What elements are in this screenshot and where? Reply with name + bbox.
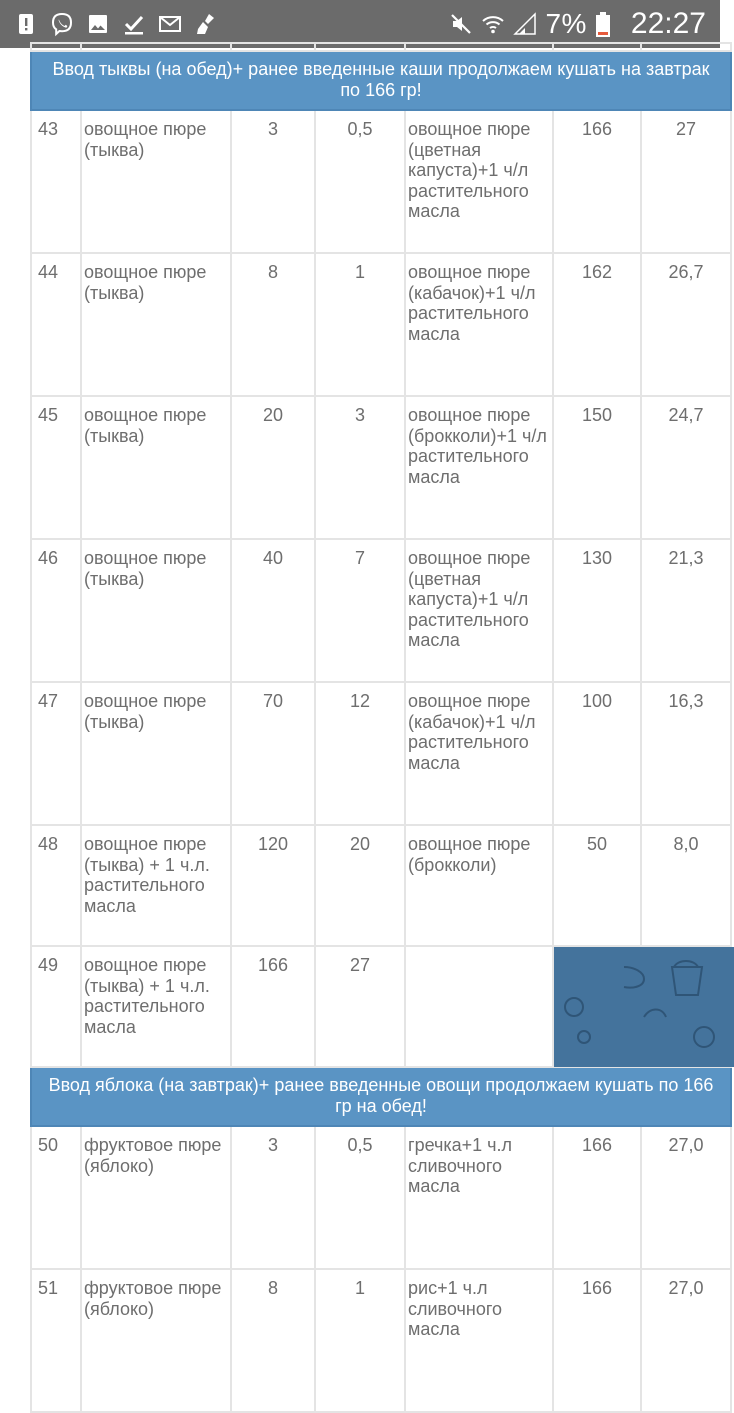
mail-icon — [158, 12, 182, 36]
grams-cell: 1 — [315, 1269, 405, 1412]
grams-cell: 1 — [315, 253, 405, 396]
clock: 22:27 — [630, 7, 706, 40]
system-icons — [449, 0, 706, 48]
food-cell: овощное пюре (тыква) + 1 ч.л. растительного масла — [81, 825, 231, 946]
food-cell: овощное пюре (тыква) + 1 ч.л. растительного масла — [81, 946, 231, 1067]
signal-icon — [513, 12, 537, 36]
pattern-image — [554, 947, 734, 1067]
table-row — [31, 396, 731, 539]
food-cell: овощное пюре (тыква) — [81, 110, 231, 253]
cleaner-icon — [194, 12, 218, 36]
other-food-cell: овощное пюре (кабачок)+1 ч/л растительного масла — [405, 682, 553, 825]
other-food-cell: овощное пюре (цветная капуста)+1 ч/л растительного масла — [405, 110, 553, 253]
other-food-cell: овощное пюре (брокколи) — [405, 825, 553, 946]
other-food-cell: овощное пюре (брокколи)+1 ч/л растительного масла — [405, 396, 553, 539]
table-row — [31, 253, 731, 396]
feeding-table — [30, 42, 732, 1413]
section-header-row — [31, 51, 731, 110]
grams-cell: 0,5 — [315, 1126, 405, 1269]
table-row — [31, 43, 731, 51]
grams-cell: 16,3 — [641, 682, 731, 825]
decorative-background-image — [553, 946, 731, 1067]
check-icon — [122, 12, 146, 36]
grams-cell: 150 — [553, 396, 641, 539]
section-header: Ввод тыквы (на обед)+ ранее введенные каши продолжаем кушать на завтрак по 166 гр! — [31, 51, 731, 110]
notification-icons — [14, 0, 218, 48]
grams-cell: 8 — [231, 253, 315, 396]
grams-cell: 166 — [553, 110, 641, 253]
table-row — [31, 539, 731, 682]
table-row — [31, 825, 731, 946]
section-header-row — [31, 1067, 731, 1126]
grams-cell: 166 — [553, 1126, 641, 1269]
other-food-cell: овощное пюре (кабачок)+1 ч/л растительного масла — [405, 253, 553, 396]
grams-cell: 130 — [553, 539, 641, 682]
grams-cell: 26,7 — [641, 253, 731, 396]
grams-cell: 20 — [315, 825, 405, 946]
food-cell: овощное пюре (тыква) — [81, 539, 231, 682]
food-cell: овощное пюре (тыква) — [81, 396, 231, 539]
table-row — [31, 946, 731, 1067]
grams-cell: 27,0 — [641, 1269, 731, 1412]
grams-cell: 27,0 — [641, 1126, 731, 1269]
battery-percent: 7% — [545, 8, 587, 39]
image-icon — [86, 12, 110, 36]
other-food-cell: рис+1 ч.л сливочного масла — [405, 1269, 553, 1412]
grams-cell: 27 — [641, 110, 731, 253]
mute-icon — [449, 12, 473, 36]
table-row — [31, 682, 731, 825]
grams-cell: 8 — [231, 1269, 315, 1412]
grams-cell: 7 — [315, 539, 405, 682]
grams-cell: 20 — [231, 396, 315, 539]
other-food-cell: овощное пюре (цветная капуста)+1 ч/л растительного масла — [405, 539, 553, 682]
section-header: Ввод яблока (на завтрак)+ ранее введенные овощи продолжаем кушать по 166 гр на обед! — [31, 1067, 731, 1126]
other-food-cell: гречка+1 ч.л сливочного масла — [405, 1126, 553, 1269]
day-cell: 45 — [31, 396, 81, 539]
day-cell: 44 — [31, 253, 81, 396]
table-row — [31, 1269, 731, 1412]
day-cell: 50 — [31, 1126, 81, 1269]
wifi-icon — [481, 12, 505, 36]
grams-cell: 21,3 — [641, 539, 731, 682]
table-row — [31, 110, 731, 253]
grams-cell: 0,5 — [315, 110, 405, 253]
food-cell: овощное пюре (тыква) — [81, 682, 231, 825]
grams-cell: 24,7 — [641, 396, 731, 539]
grams-cell: 3 — [315, 396, 405, 539]
status-bar — [0, 0, 720, 48]
grams-cell: 27 — [315, 946, 405, 1067]
grams-cell: 166 — [231, 946, 315, 1067]
grams-cell: 100 — [553, 682, 641, 825]
day-cell: 48 — [31, 825, 81, 946]
grams-cell: 166 — [553, 1269, 641, 1412]
day-cell: 49 — [31, 946, 81, 1067]
day-cell: 43 — [31, 110, 81, 253]
battery-icon — [595, 12, 619, 36]
page-content — [0, 48, 720, 1339]
grams-cell: 162 — [553, 253, 641, 396]
grams-cell: 40 — [231, 539, 315, 682]
viber-icon — [50, 12, 74, 36]
grams-cell: 3 — [231, 1126, 315, 1269]
grams-cell: 12 — [315, 682, 405, 825]
grams-cell: 8,0 — [641, 825, 731, 946]
other-food-cell — [405, 946, 553, 1067]
grams-cell: 3 — [231, 110, 315, 253]
food-cell: фруктовое пюре (яблоко) — [81, 1126, 231, 1269]
day-cell: 46 — [31, 539, 81, 682]
table-row — [31, 1126, 731, 1269]
alert-icon — [14, 12, 38, 36]
day-cell: 51 — [31, 1269, 81, 1412]
grams-cell: 120 — [231, 825, 315, 946]
food-cell: фруктовое пюре (яблоко) — [81, 1269, 231, 1412]
grams-cell: 70 — [231, 682, 315, 825]
grams-cell: 50 — [553, 825, 641, 946]
food-cell: овощное пюре (тыква) — [81, 253, 231, 396]
day-cell: 47 — [31, 682, 81, 825]
